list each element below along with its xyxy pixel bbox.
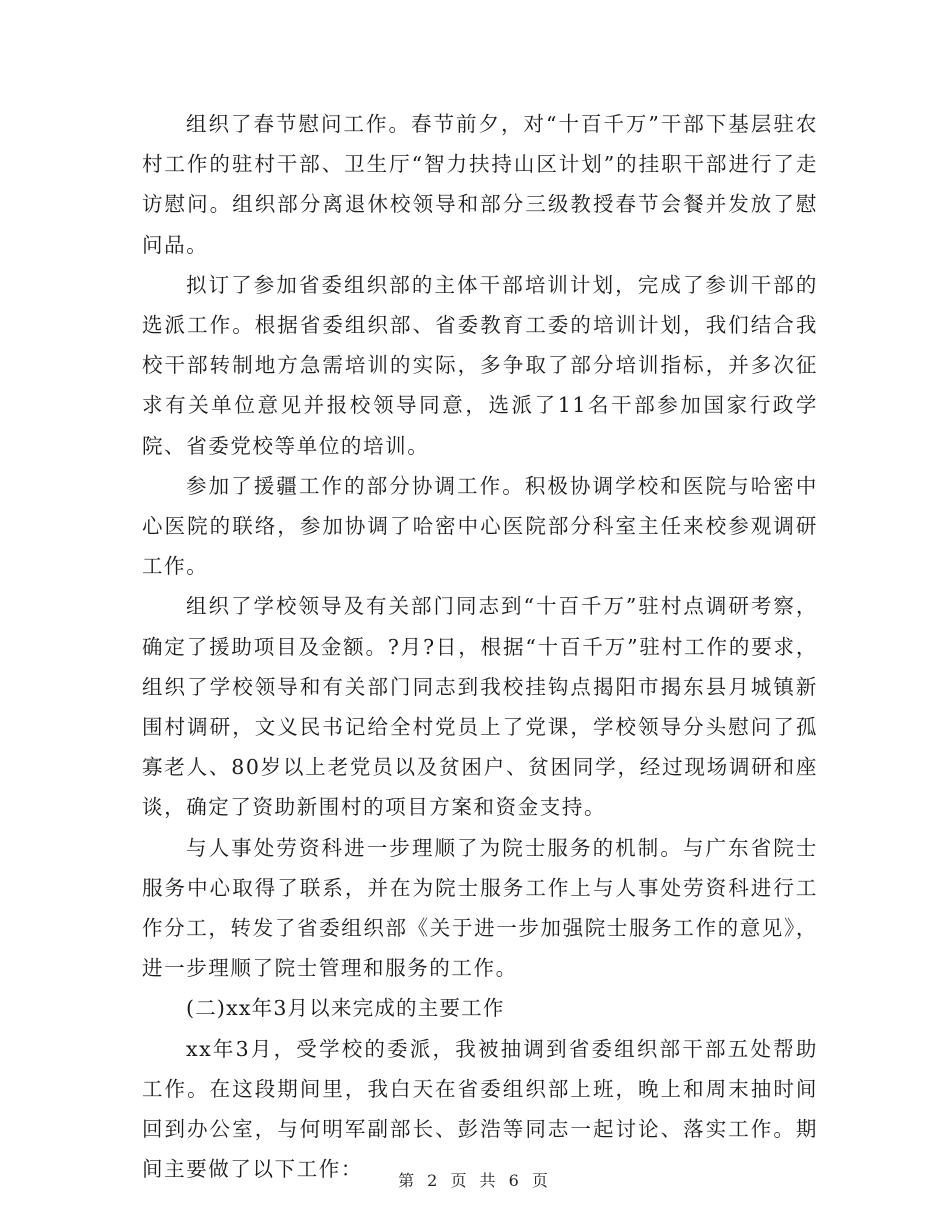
paragraph-cadre-training-plan: 拟订了参加省委组织部的主体干部培训计划，完成了参训干部的选派工作。根据省委组织部、省委教育工委的培训计划，我们结合我校干部转制地方急需培训的实际，多争取了部分培训指标，并多次征求有关单位意见并报校领导同意，选派了11名干部参加国家行政学院、省委党校等单位的培训。: [142, 272, 818, 458]
document-body: [142, 104, 818, 1189]
paragraph-academician-service: 与人事处劳资科进一步理顺了为院士服务的机制。与广东省院士服务中心取得了联系，并在为院士服务工作上与人事处劳资科进行工作分工，转发了省委组织部《关于进一步加强院士服务工作的意见》，进一步理顺了院士管理和服务的工作。: [142, 835, 818, 981]
page-number-footer: 第 2 页 共 6 页: [398, 1171, 552, 1190]
paragraph-xinjiang-aid: 参加了援疆工作的部分协调工作。积极协调学校和医院与哈密中心医院的联络，参加协调了哈密中心医院部分科室主任来校参观调研工作。: [142, 473, 818, 579]
paragraph-spring-festival-visits: 组织了春节慰问工作。春节前夕，对“十百千万”干部下基层驻农村工作的驻村干部、卫生厅“智力扶持山区计划”的挂职干部进行了走访慰问。组织部分离退休校领导和部分三级教授春节会餐并发放了慰问品。: [142, 112, 818, 257]
section-heading: (二)xx年3月以来完成的主要工作: [186, 996, 505, 1021]
paragraph-secondment: xx年3月，受学校的委派，我被抽调到省委组织部干部五处帮助工作。在这段期间里，我白天在省委组织部上班，晚上和周末抽时间回到办公室，与何明军副部长、彭浩等同志一起讨论、落实工作。期间主要做了以下工作：: [142, 1036, 818, 1182]
paragraph-village-survey: 组织了学校领导及有关部门同志到“十百千万”驻村点调研考察，确定了援助项目及金额。?月?日，根据“十百千万”驻村工作的要求，组织了学校领导和有关部门同志到我校挂钩点揭阳市揭东县月城镇新围村调研，文义民书记给全村党员上了党课，学校领导分头慰问了孤寡老人、80岁以上老党员以及贫困户、贫困同学，经过现场调研和座谈，确定了资助新围村的项目方案和资金支持。: [142, 594, 818, 820]
